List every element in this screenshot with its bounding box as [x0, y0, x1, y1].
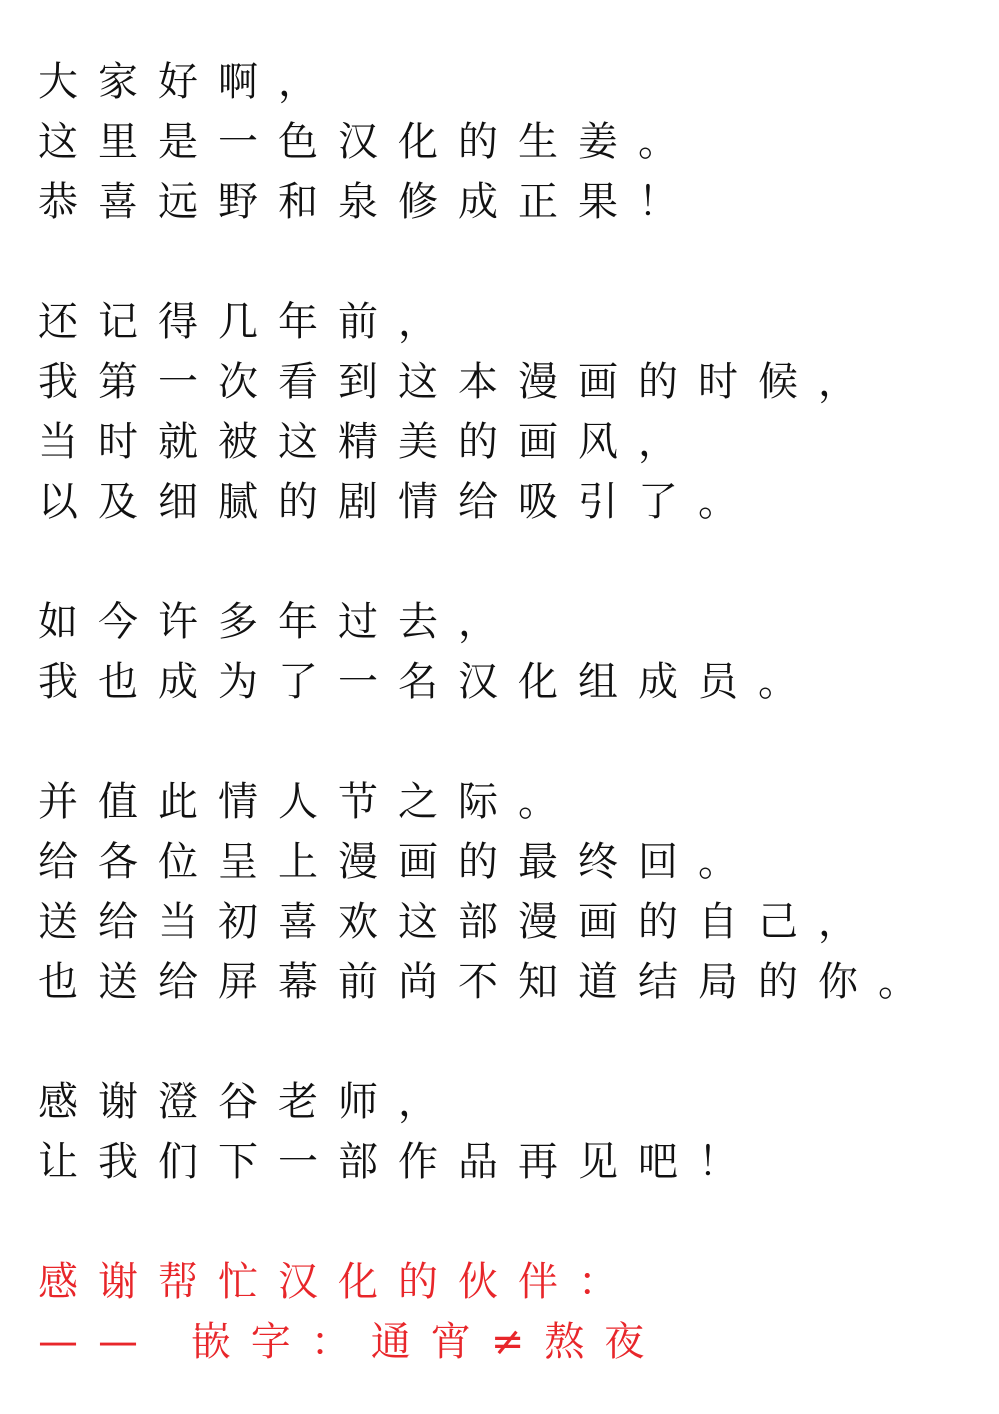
- paragraph-greeting: [38, 52, 968, 232]
- paragraph-gap: [38, 232, 968, 292]
- text-line: 让我们下一部作品再见吧！: [38, 1139, 758, 1185]
- text-line: 我也成为了一名汉化组成员。: [38, 659, 818, 705]
- text-line: 也送给屏幕前尚不知道结局的你。: [38, 959, 938, 1005]
- text-line: 大家好啊，: [38, 59, 338, 105]
- text-line: 如今许多年过去，: [38, 599, 518, 645]
- credits-heading: 感谢帮忙汉化的伙伴：: [38, 1259, 638, 1305]
- paragraph-gap: [38, 1012, 968, 1072]
- afterword-page: [38, 52, 968, 1372]
- credits-entry: —— 嵌字：通宵≠熬夜: [38, 1319, 665, 1365]
- text-line: 还记得几年前，: [38, 299, 458, 345]
- paragraph-now: [38, 592, 968, 712]
- text-line: 我第一次看到这本漫画的时候，: [38, 359, 878, 405]
- text-line: 送给当初喜欢这部漫画的自己，: [38, 899, 878, 945]
- paragraph-gap: [38, 1192, 968, 1252]
- paragraph-memory: [38, 292, 968, 532]
- text-line: 恭喜远野和泉修成正果！: [38, 179, 698, 225]
- credits-section: [38, 1252, 968, 1372]
- text-line: 感谢澄谷老师，: [38, 1079, 458, 1125]
- text-line: 以及细腻的剧情给吸引了。: [38, 479, 758, 525]
- text-line: 这里是一色汉化的生姜。: [38, 119, 698, 165]
- text-line: 当时就被这精美的画风，: [38, 419, 698, 465]
- text-line: 并值此情人节之际。: [38, 779, 578, 825]
- paragraph-valentine: [38, 772, 968, 1012]
- paragraph-thanks: [38, 1072, 968, 1192]
- text-line: 给各位呈上漫画的最终回。: [38, 839, 758, 885]
- paragraph-gap: [38, 532, 968, 592]
- paragraph-gap: [38, 712, 968, 772]
